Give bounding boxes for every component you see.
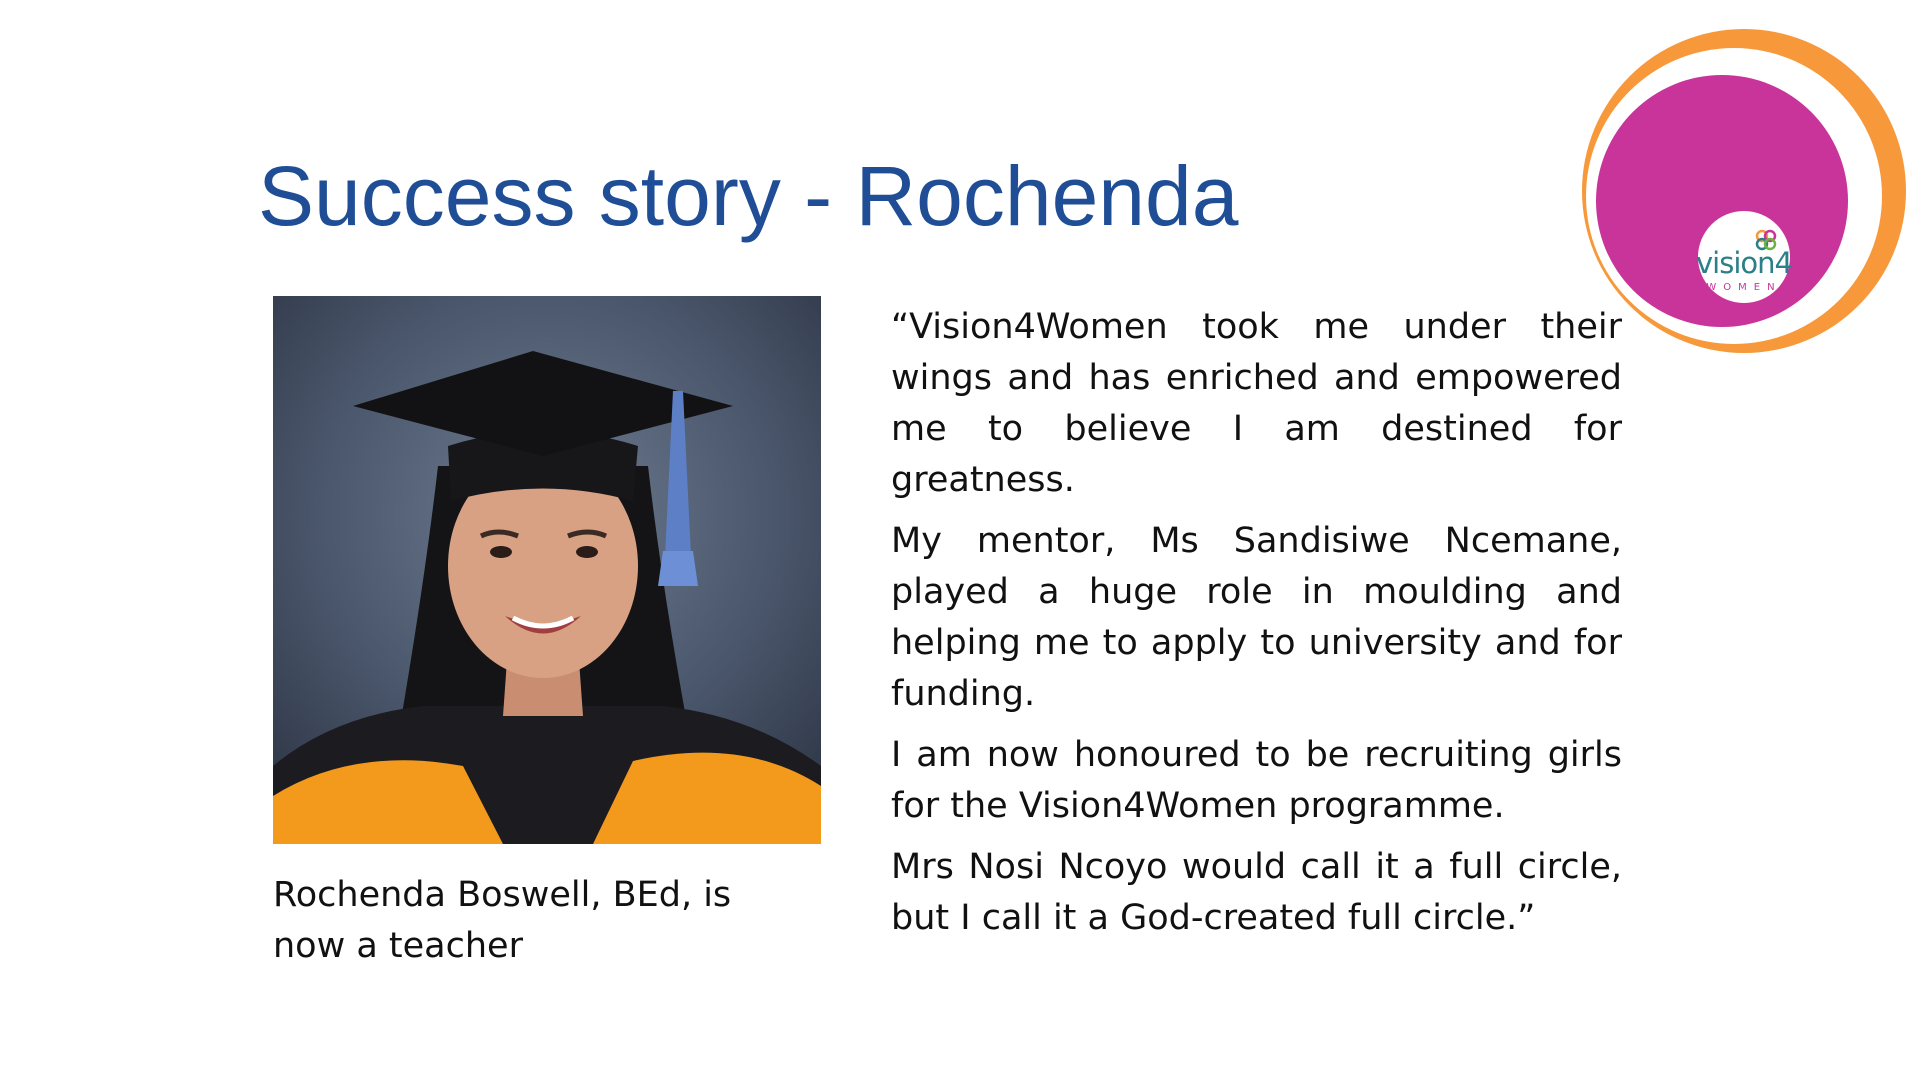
photo-caption: Rochenda Boswell, BEd, is now a teacher <box>273 875 732 966</box>
quote-paragraph: My mentor, Ms Sandisiwe Ncemane, played a huge role in moulding and helping me to apply to university and for funding. <box>891 521 1622 714</box>
quote-paragraph: “Vision4Women took me under their wings and has enriched and empowered me to believe I am destined for greatness. <box>891 307 1622 500</box>
logo-subtext: WOMEN <box>1706 282 1782 293</box>
quote-paragraph: Mrs Nosi Ncoyo would call it a full circle, but I call it a God-created full circle.” <box>891 847 1622 938</box>
vision4women-logo <box>1576 28 1912 354</box>
testimonial-quote <box>891 302 1622 954</box>
slide-title: Success story - Rochenda <box>258 149 1239 243</box>
quote-paragraph: I am now honoured to be recruiting girls for the Vision4Women programme. <box>891 735 1622 826</box>
graduate-photo <box>273 296 821 844</box>
logo-wordmark: vision4 <box>1696 246 1792 280</box>
